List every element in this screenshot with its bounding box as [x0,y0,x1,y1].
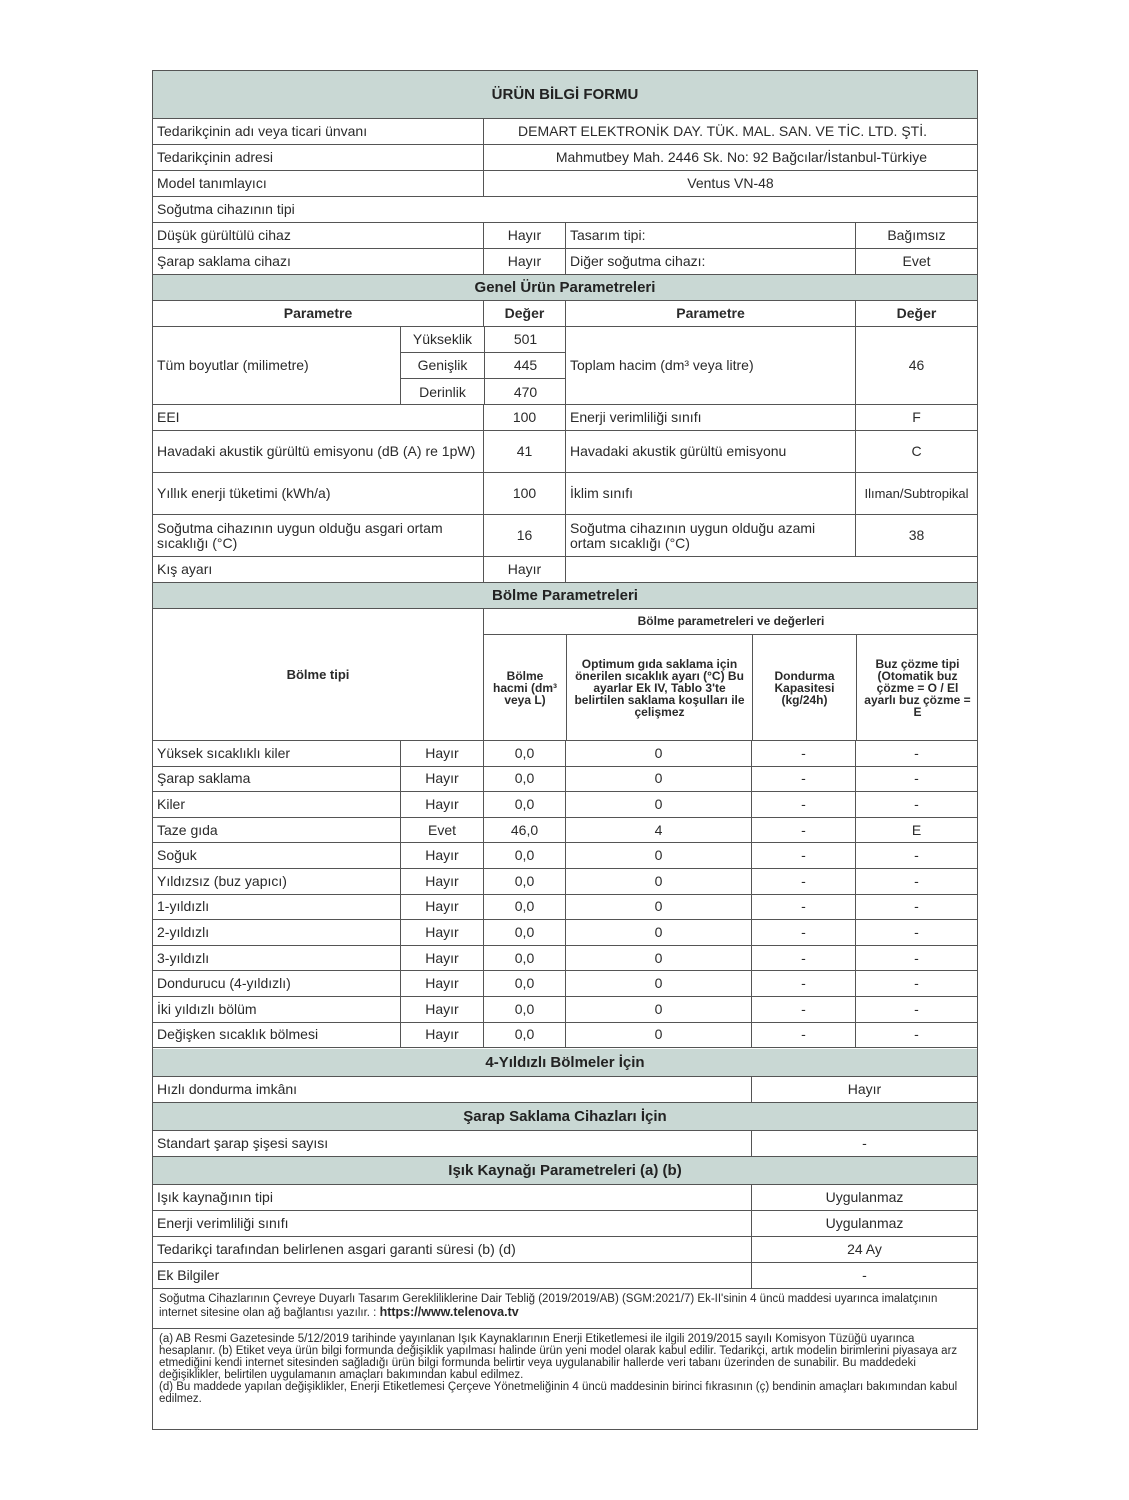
compartment-row [153,767,977,793]
noise-row [153,431,977,473]
compartment-present: Hayır [400,792,483,817]
height-label: Yükseklik [401,327,484,353]
compartment-volume: 0,0 [483,920,565,945]
value-header-right: Değer [855,301,977,326]
design-type-value: Bağımsız [855,223,977,248]
light-class-label: Enerji verimliliği sınıfı [157,1215,289,1231]
supplier-name-label: Tedarikçinin adı veya ticari ünvanı [157,123,368,139]
defrost-type-header: Buz çözme tipi (Otomatik buz çözme = O / El ayarlı buz çözme = E [856,635,977,740]
dimensions-label: Tüm boyutlar (milimetre) [157,357,309,373]
light-heading: Işık Kaynağı Parametreleri (a) (b) [448,1162,682,1179]
param-header-left: Parametre [283,305,353,321]
compartment-volume: 0,0 [483,895,565,920]
compartment-row [153,818,977,844]
compartment-freeze: - [751,895,855,920]
winter-value: Hayır [483,557,565,582]
compartment-temp: 0 [565,767,751,792]
min-temp-value: 16 [483,515,565,556]
compartment-subheading: Bölme parametreleri ve değerleri [484,609,977,635]
compartment-freeze: - [751,767,855,792]
compartment-present: Hayır [400,843,483,868]
fast-freeze-row [153,1077,977,1103]
compartment-volume: 46,0 [483,818,565,843]
manufacturer-link[interactable]: https://www.telenova.tv [379,1305,519,1319]
compartment-defrost: - [855,895,977,920]
wine-bottles-row [153,1131,977,1157]
wine-device-row [153,249,977,275]
compartment-defrost: - [855,869,977,894]
compartment-freeze: - [751,1023,855,1048]
supplier-name-row [153,119,977,145]
wine-heading: Şarap Saklama Cihazları İçin [463,1108,667,1125]
light-type-value: Uygulanmaz [751,1185,977,1210]
compartment-volume: 0,0 [483,843,565,868]
temp-setting-header: Optimum gıda saklama için önerilen sıcaklık ayarı (°C) Bu ayarlar Ek IV, Tablo 3'te belirtilen saklama koşulları ile çelişmez [566,635,752,740]
energy-class-label: Enerji verimliliği sınıfı [565,405,855,430]
model-row [153,171,977,197]
compartment-temp: 0 [565,895,751,920]
compartment-present: Hayır [400,741,483,766]
energy-class-value: F [855,405,977,430]
min-temp-label: Soğutma cihazının uygun olduğu asgari ortam sıcaklığı (°C) [157,519,443,551]
compartment-values-header [483,609,977,740]
notes [153,1329,977,1429]
compartment-volume: 0,0 [483,767,565,792]
notes-d: (d) Bu maddede yapılan değişiklikler, Enerji Etiketlemesi Çerçeve Yönetmeliğinin 4 üncü maddesinin birinci fıkrasının (ç) bendinin amaçları bakımından kabul edilmez. [159,1381,958,1405]
winter-row [153,557,977,583]
climate-class-label: İklim sınıfı [565,473,855,514]
dimensions-row [153,327,977,405]
supplier-address-label: Tedarikçinin adresi [157,149,273,165]
compartment-temp: 0 [565,971,751,996]
compartment-present: Hayır [400,997,483,1022]
compartment-volume-header: Bölme hacmi (dm³ veya L) [492,669,557,707]
compartment-header-row [153,609,977,741]
compartment-row [153,895,977,921]
eei-label: EEI [157,409,180,425]
notes-a-b: (a) AB Resmi Gazetesinde 5/12/2019 tarihinde yayınlanan Işık Kaynaklarının Enerji Etiketlemesi ile ilgili 2019/2015 sayılı Komisyon Tüzüğü uyarınca hesaplanır. (b) Etiket veya ürün bilgi formunda değişiklik yapılması halinde ürün yeni model olarak kabul edilir. Tedarikçi, artık modelin birimlerini piyasaya arz etmediğini kendi internet sitesinden sağladığı ürün bilgi formunda belirtir veya uygulanabilir hallerde veri tabanı üzerinden de sunabilir. Bu maddedeki değişiklikler, belirtilen uygulamanın amaçları bakımından kabul edilmez. [159,1333,958,1381]
other-device-label: Diğer soğutma cihazı: [565,249,855,274]
compartment-freeze: - [751,920,855,945]
page-title: ÜRÜN BİLGİ FORMU [491,86,639,103]
wine-device-label: Şarap saklama cihazı [157,253,291,269]
compartment-freeze: - [751,997,855,1022]
light-type-label: Işık kaynağının tipi [157,1189,273,1205]
device-type-row [153,197,977,223]
compartment-volume: 0,0 [483,1023,565,1048]
compartment-row [153,946,977,972]
device-type-heading: Soğutma cihazının tipi [157,201,295,217]
general-params-band [153,275,977,301]
compartment-defrost: - [855,1023,977,1048]
compartment-temp: 0 [565,920,751,945]
winter-label: Kış ayarı [157,561,213,577]
eei-value: 100 [483,405,565,430]
compartment-name: 2-yıldızlı [157,923,210,940]
compartment-temp: 0 [565,869,751,894]
general-params-heading: Genel Ürün Parametreleri [474,279,656,296]
compartment-volume: 0,0 [483,997,565,1022]
compartment-freeze: - [751,971,855,996]
wine-device-value: Hayır [483,249,565,274]
compartment-name: 3-yıldızlı [157,949,210,966]
compartment-temp: 0 [565,843,751,868]
supplier-name-value: DEMART ELEKTRONİK DAY. TÜK. MAL. SAN. VE TİC. LTD. ŞTİ. [483,119,977,144]
extra-info-value: - [751,1263,977,1288]
depth-value: 470 [484,379,565,404]
winter-empty [565,557,977,582]
fast-freeze-label: Hızlı dondurma imkânı [157,1081,298,1097]
compartment-present: Hayır [400,869,483,894]
compartment-defrost: - [855,843,977,868]
compartment-volume: 0,0 [483,869,565,894]
compartment-type-header: Bölme tipi [286,666,350,682]
compartment-defrost: - [855,971,977,996]
compartment-present: Hayır [400,767,483,792]
compartment-freeze: - [751,946,855,971]
compartment-volume: 0,0 [483,971,565,996]
compartment-name: Soğuk [157,847,197,864]
noise-label: Havadaki akustik gürültü emisyonu (dB (A) re 1pW) [157,443,476,459]
compartment-defrost: - [855,997,977,1022]
compartment-present: Hayır [400,920,483,945]
compartment-defrost: - [855,741,977,766]
product-info-sheet [152,70,978,1430]
compartment-row [153,869,977,895]
wine-band [153,1103,977,1131]
compartment-name: Yüksek sıcaklıklı kiler [157,744,291,761]
compartment-heading: Bölme Parametreleri [492,587,638,604]
eei-row [153,405,977,431]
compartment-temp: 0 [565,946,751,971]
model-value: Ventus VN-48 [483,171,977,196]
warranty-value: 24 Ay [751,1237,977,1262]
compartment-temp: 0 [565,741,751,766]
height-value: 501 [484,327,565,353]
compartment-freeze: - [751,741,855,766]
compartment-name: Kiler [157,795,186,812]
annual-energy-row [153,473,977,515]
low-noise-value: Hayır [483,223,565,248]
fast-freeze-value: Hayır [751,1077,977,1102]
compartment-freeze: - [751,818,855,843]
total-volume-label: Toplam hacim (dm³ veya litre) [565,327,855,404]
light-class-value: Uygulanmaz [751,1211,977,1236]
compartment-name: İki yıldızlı bölüm [157,1000,257,1017]
compartment-row [153,741,977,767]
noise-value: 41 [483,431,565,472]
light-type-row [153,1185,977,1211]
compartment-row [153,1023,977,1049]
compartment-temp: 0 [565,997,751,1022]
compartment-defrost: - [855,792,977,817]
value-header-left: Değer [483,301,565,326]
compartment-row [153,792,977,818]
compartment-name: Yıldızsız (buz yapıcı) [157,872,287,889]
total-volume-value: 46 [855,327,977,404]
four-star-band [153,1049,977,1077]
wine-bottles-label: Standart şarap şişesi sayısı [157,1135,329,1151]
wine-bottles-value: - [751,1131,977,1156]
depth-label: Derinlik [419,383,466,400]
compartment-defrost: - [855,946,977,971]
four-star-heading: 4-Yıldızlı Bölmeler İçin [485,1054,645,1071]
design-type-label: Tasarım tipi: [565,223,855,248]
compartment-volume: 0,0 [483,741,565,766]
temperature-row [153,515,977,557]
compartment-defrost: - [855,767,977,792]
compartment-name: Değişken sıcaklık bölmesi [157,1026,319,1043]
model-label: Model tanımlayıcı [157,175,267,191]
compartment-name: Şarap saklama [157,770,251,787]
link-note-row [153,1289,977,1329]
compartment-name: Taze gıda [157,821,218,838]
compartment-row [153,843,977,869]
warranty-row [153,1237,977,1263]
compartment-present: Evet [400,818,483,843]
extra-info-label: Ek Bilgiler [157,1267,220,1283]
max-temp-value: 38 [855,515,977,556]
link-note-text: Soğutma Cihazlarının Çevreye Duyarlı Tasarım Gerekliliklerine Dair Tebliğ (2019/2019/AB) (SGM:2021/7) Ek-II'sinin 4 üncü maddesi uyarınca imalatçının internet sitesine olan ağ bağlantısı yazılır. : [159,1293,938,1319]
compartment-present: Hayır [400,971,483,996]
supplier-address-row [153,145,977,171]
climate-class-value: Ilıman/Subtropikal [855,473,977,514]
compartment-row [153,997,977,1023]
compartment-freeze: - [751,843,855,868]
compartment-volume: 0,0 [483,792,565,817]
compartment-band [153,583,977,609]
low-noise-row [153,223,977,249]
compartment-volume: 0,0 [483,946,565,971]
compartment-freeze: - [751,792,855,817]
compartment-present: Hayır [400,946,483,971]
compartment-temp: 0 [565,1023,751,1048]
compartment-freeze: - [751,869,855,894]
title-band [153,71,977,119]
compartment-present: Hayır [400,1023,483,1048]
warranty-label: Tedarikçi tarafından belirlenen asgari garanti süresi (b) (d) [157,1241,516,1257]
compartment-temp: 0 [565,792,751,817]
width-value: 445 [484,353,565,379]
compartment-name: 1-yıldızlı [157,898,210,915]
extra-info-row [153,1263,977,1289]
general-header-row [153,301,977,327]
param-header-right: Parametre [565,301,855,326]
compartment-row [153,920,977,946]
width-label: Genişlik [401,353,484,379]
supplier-address-value: Mahmutbey Mah. 2446 Sk. No: 92 Bağcılar/İstanbul-Türkiye [483,145,977,170]
compartment-name: Dondurucu (4-yıldızlı) [157,975,291,992]
dimensions-subtable [400,327,565,404]
noise-class-value: C [855,431,977,472]
compartment-defrost: - [855,920,977,945]
freezing-capacity-header: Dondurma Kapasitesi (kg/24h) [752,635,856,740]
light-band [153,1157,977,1185]
compartment-defrost: E [855,818,977,843]
max-temp-label: Soğutma cihazının uygun olduğu azami ortam sıcaklığı (°C) [565,515,855,556]
compartment-row [153,971,977,997]
annual-energy-label: Yıllık enerji tüketimi (kWh/a) [157,485,331,501]
link-note [153,1289,977,1328]
noise-class-label: Havadaki akustik gürültü emisyonu [565,431,855,472]
compartment-temp: 4 [565,818,751,843]
annual-energy-value: 100 [483,473,565,514]
light-class-row [153,1211,977,1237]
low-noise-label: Düşük gürültülü cihaz [157,227,291,243]
notes-row [153,1329,977,1429]
other-device-value: Evet [855,249,977,274]
compartment-present: Hayır [400,895,483,920]
